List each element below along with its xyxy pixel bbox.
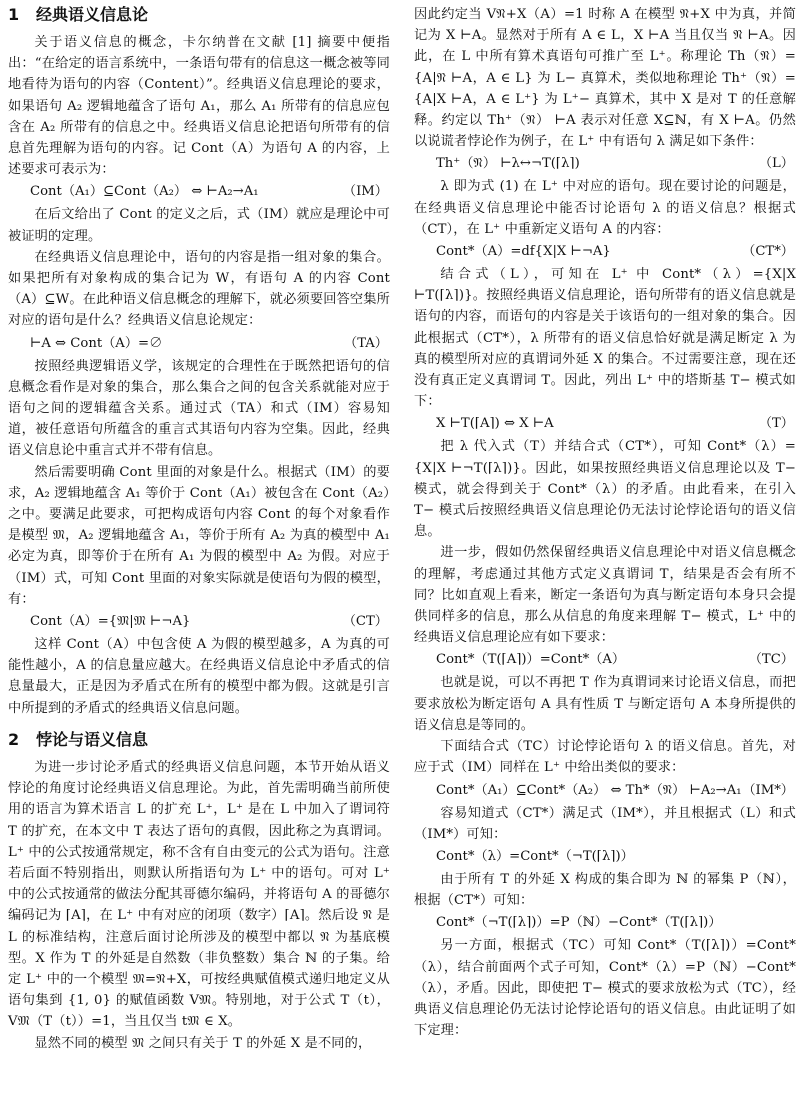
paragraph: 把 λ 代入式（T）并结合式（CT*），可知 Cont*（λ）={X|X ⊢¬T(⌈λ⌉)}。因此，如果按照经典语义信息理论以及 T− 模式，就会得到关于 Cont*（λ）的矛盾。由此看来，在引入 T− 模式后按照经典语义信息理论仍无法讨论悖论语句的语义信息。 — [414, 439, 796, 540]
section-2-number: 2 — [8, 729, 20, 749]
formula-ct — [8, 611, 390, 633]
paragraph: 在经典语义信息理论中，语句的内容是指一组对象的集合。如果把所有对象构成的集合记为 W，有语句 A 的内容 Cont（A）⊆W。在此种语义信息概念的理解下，就必须要回答空集所对应的语句是什么？经典语义信息论规定： — [8, 249, 390, 329]
paragraph: 进一步，假如仍然保留经典语义信息理论中对语义信息概念的理解，考虑通过其他方式定义真谓词 T，结果是否会有所不同？比如直观上看来，断定一条语句为真与断定语句本身只会提供同样多的信息，那么从信息的角度来理解 T− 模式，L⁺ 中的经典语义信息理论应有如下要求： — [414, 545, 796, 646]
formula-im — [8, 181, 390, 203]
paragraph: 显然不同的模型 𝔐 之间只有关于 T 的外延 X 是不同的， — [34, 1035, 372, 1051]
paragraph: 关于语义信息的概念，卡尔纳普在文献 [1] 摘要中便指出：“在给定的语言系统中，一条语句带有的信息这一概念被等同地看待为语句的内容（Content）”。经典语义信息理论的要求，如果语句 A₂ 逻辑地蕴含了语句 A₁，那么 A₁ 所带有的信息应包含在 A₂ 所带有的信息之中。经典语义信息论把语句所带有的信息首先理解为语句的内容。记 Cont（A）为语句 A 的内容，上述要求可表示为： — [8, 35, 390, 178]
paragraph: 也就是说，可以不再把 T 作为真谓词来讨论语义信息，而把要求放松为断定语句 A 具有性质 T 与断定语句 A 本身所提供的语义信息是等同的。 — [414, 675, 796, 733]
paragraph: 然后需要明确 Cont 里面的对象是什么。根据式（IM）的要求，A₂ 逻辑地蕴含 A₁ 等价于 Cont（A₁）被包含在 Cont（A₂）之中。要满足此要求，可把构成语句内容 Cont 的每个对象看作是模型 𝔐，A₂ 逻辑地蕴含 A₁，等价于所有 A₂ 为真的模型中 A₁ 必定为真，即等价于在所有 A₁ 为假的模型中 A₂ 为假。对应于（IM）式，可知 Cont 里面的对象实际就是使语句为假的模型，有： — [8, 464, 390, 607]
paragraph: 这样 Cont（A）中包含使 A 为假的模型越多，A 为真的可能性越小，A 的信息量应越大。在经典语义信息论中矛盾式的信息量最大，正是因为矛盾式在所有的模型中都为假。这就是引言中所提到的矛盾式的经典语义信息问题。 — [8, 637, 390, 716]
formula-expr: Cont（A）={𝔐|𝔐 ⊢¬A} — [30, 614, 191, 630]
formula-expr: Cont*（A）=df{X|X ⊢¬A} — [436, 244, 611, 260]
formula-expr: Cont*（¬T(⌈λ⌉)）=P（ℕ）−Cont*（T(⌈λ⌉)） — [436, 915, 722, 931]
paragraph: 按照经典逻辑语义学，该规定的合理性在于既然把语句的信息概念看作是对象的集合，那么集合之间的包含关系就能对应于语句之间的逻辑蕴含关系。通过式（TA）和式（IM）容易知道，被任意语句所蕴含的重言式其语句内容为空集。因此，经典语义信息论中重言式并不带有信息。 — [8, 358, 390, 459]
formula-t — [414, 413, 796, 435]
formula-expr: Cont（A₁）⊆Cont（A₂） ⇔ ⊢A₂→A₁ — [30, 184, 259, 200]
section-2-title: 悖论与语义信息 — [36, 729, 149, 749]
formula-ct-star — [414, 241, 796, 263]
paragraph: λ 即为式 (1) 在 L⁺ 中对应的语句。现在要讨论的问题是，在经典语义信息理论中能否讨论语句 λ 的语义信息？根据式（CT），在 L⁺ 中重新定义语句 A 的内容： — [414, 179, 796, 237]
formula-ta — [8, 333, 390, 355]
section-1-title: 经典语义信息论 — [36, 5, 149, 24]
formula-expr: Th⁺（𝔑） ⊢λ↔¬T(⌈λ⌉) — [436, 156, 580, 172]
formula-expr: Cont*（λ）=Cont*（¬T(⌈λ⌉)） — [436, 848, 634, 864]
formula-tag: （T） — [758, 416, 794, 432]
formula-expr: X ⊢T(⌈A⌉) ⇔ X ⊢A — [436, 416, 554, 432]
formula-tag: （CT） — [342, 614, 388, 630]
paragraph: 结合式（L），可知在 L⁺ 中 Cont*（λ）={X|X ⊢T(⌈λ⌉)}。按照经典语义信息理论，语句所带有的语义信息就是语句的内容，而语句的内容是关于该语句的一组对象的集合。因此根据式（CT*），λ 所带有的语义信息恰好就是满足断定 λ 为真的模型所对应的真谓词外延 X 的集合。不过需要注意，现在还没有真正定义真谓词 T。因此，列出 L⁺ 中的塔斯基 T− 模式如下： — [414, 267, 796, 410]
formula-tag: （TC） — [748, 652, 794, 668]
formula-tc — [414, 649, 796, 671]
left-column — [8, 4, 390, 1054]
section-1-number: 1 — [8, 5, 20, 24]
paragraph: 为进一步讨论矛盾式的经典语义信息问题，本节开始从语义悖论的角度讨论经典语义信息理论。为此，首先需明确当前所使用的语言为算术语言 L 的扩充 L⁺，L⁺ 是在 L 中加入了谓词符 T 的扩充，在本文中 T 表达了语句的真假，因此称之为真谓词。L⁺ 中的公式按通常规定，称不含有自由变元的公式为语句。注意若后面不特别指出，则默认所指语句为 L⁺ 中的语句。可对 L⁺ 中的公式按通常的做法分配其哥德尔编码，并将语句 A 的哥德尔编码记为 ⌈A⌉，在 L⁺ 中有对应的闭项（数字）⌈A⌉。然后设 𝔑 是 L 的标准结构，注意后面讨论所涉及的模型中都以 𝔑 为基底模型。X 作为 T 的外延是自然数（非负整数）集合 ℕ 的子集。给定 L⁺ 中的一个模型 𝔐=𝔑+X，可按经典赋值模式递归地定义从语句集到 {1, 0} 的赋值函数 V𝔐。特别地，对于公式 T（t），V𝔐（T（t））=1，当且仅当 t𝔐 ∈ X。 — [8, 759, 390, 1030]
section-1-heading — [8, 4, 390, 26]
paragraph: 另一方面，根据式（TC）可知 Cont*（T(⌈λ⌉)）=Cont*（λ），结合前面两个式子可知，Cont*（λ）=P（ℕ）−Cont*（λ），矛盾。因此，即使把 T− 模式的要求放松为式（TC），经典语义信息理论仍无法讨论悖论语句的语义信息。由此证明了如下定理： — [414, 938, 796, 1039]
formula-expr: ⊢A ⇔ Cont（A）=∅ — [30, 335, 163, 351]
paragraph: 由于所有 T 的外延 X 构成的集合即为 ℕ 的幂集 P（ℕ），根据（CT*）可知： — [414, 871, 796, 909]
right-column — [414, 4, 796, 1041]
formula-tag: （L） — [758, 156, 794, 172]
formula-cont-lambda — [414, 846, 796, 868]
formula-tag: （TA） — [344, 335, 388, 351]
formula-l — [414, 153, 796, 175]
formula-im-star — [414, 780, 796, 802]
section-2-heading — [8, 729, 390, 751]
formula-tag: （IM*） — [742, 782, 794, 798]
paragraph: 因此约定当 V𝔑+X（A）=1 时称 A 在模型 𝔑+X 中为真，并简记为 X ⊢A。显然对于所有 A ∈ L，X ⊢A 当且仅当 𝔑 ⊢A。因此，在 L 中所有算术真语句可推广至 L⁺。称理论 Th（𝔑）={A|𝔑 ⊢A，A ∈ L} 为 L− 真算术，类似地称理论 Th⁺（𝔑）={A|X ⊢A，A ∈ L⁺} 为 L⁺− 真算术，其中 X 是对 T 的任意解释。约定以 Th⁺（𝔑） ⊢A 表示对任意 X⊆ℕ，有 X ⊢A。仍然以说谎者悖论作为例子，在 L⁺ 中有语句 λ 满足如下条件： — [414, 7, 796, 150]
formula-expr: Cont*（T(⌈A⌉)）=Cont*（A） — [436, 652, 626, 668]
paragraph: 在后文给出了 Cont 的定义之后，式（IM）就应是理论中可被证明的定理。 — [8, 207, 390, 244]
formula-tag: （IM） — [342, 184, 388, 200]
formula-powerset — [414, 912, 796, 934]
paragraph: 下面结合式（TC）讨论悖论语句 λ 的语义信息。首先，对应于式（IM）同样在 L⁺ 中给出类似的要求： — [414, 739, 796, 776]
formula-expr: Cont*（A₁）⊆Cont*（A₂） ⇔ Th*（𝔑） ⊢A₂→A₁ — [436, 782, 742, 798]
formula-tag: （CT*） — [742, 244, 794, 260]
paragraph: 容易知道式（CT*）满足式（IM*），并且根据式（L）和式（IM*）可知： — [414, 805, 796, 842]
